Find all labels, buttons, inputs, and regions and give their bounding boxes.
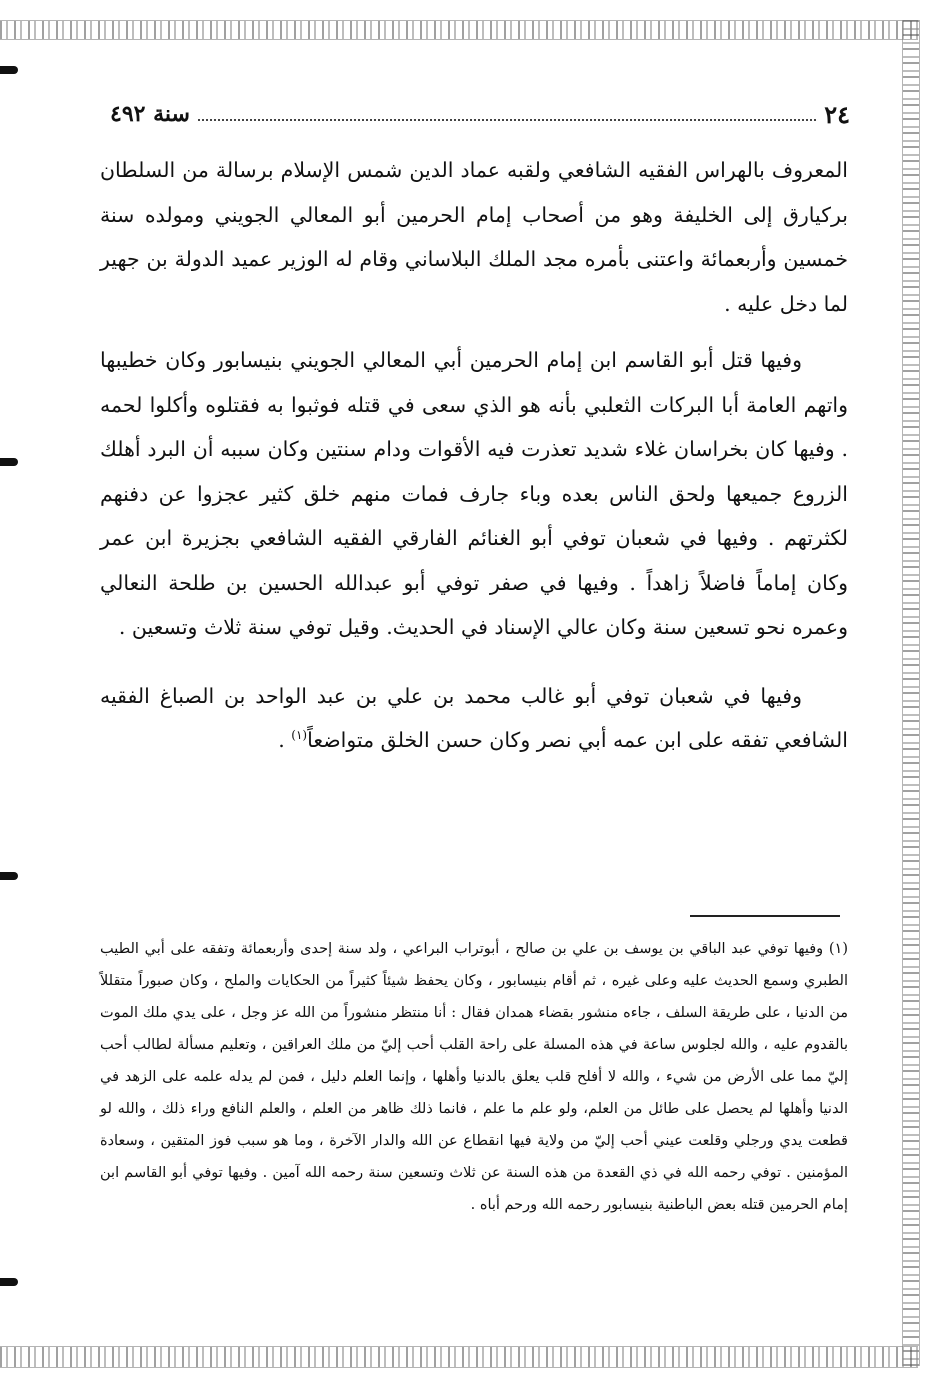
paragraph: وفيها قتل أبو القاسم ابن إمام الحرمين أبي المعالي الجويني بنيسابور وكان خطيبها واتهم العامة أبا البركات الثعلبي بأنه هو الذي سعى في قتله فوثبوا به فقتلوه وأكلوا لحمه . وفيها كان بخراسان غلاء شديد تعذرت فيه الأقوات ودام سنتين وكان سببه أن البرد أهلك الزروع جميعها ولحق الناس بعده وباء جارف فمات منهم خلق كثير عجزوا عن دفنهم لكثرتهم . وفيها في شعبان توفي أبو الغنائم الفارقي الفقيه الشافعي بجزيرة ابن عمر وكان إماماً فاضلاً زاهداً . وفيها في صفر توفي أبو عبدالله الحسين بن طلحة النعالي وعمره نحو تسعين سنة وكان عالي الإسناد في الحديث. وقيل توفي سنة ثلاث وتسعين . [100,348,848,639]
paragraph-text: وفيها في شعبان توفي أبو غالب محمد بن علي بن عبد الواحد بن الصباغ الفقيه الشافعي تفقه على ابن عمه أبي نصر وكان حسن الخلق متواضعاً [100,683,848,752]
right-ornamental-border [902,20,920,1366]
bottom-ornamental-border [0,1346,918,1368]
footnote-reference[interactable]: (١) [291,728,308,743]
binding-mark [0,66,18,74]
year-label: سنة ٤٩٢ [110,101,190,127]
footnotes [100,933,848,1221]
running-header [110,100,850,128]
footnote-text: (١) وفيها توفي عبد الباقي بن يوسف بن علي بن صالح ، أبوتراب البراعي ، ولد سنة إحدى وأربعمائة وتفقه على أبي الطيب الطبري وسمع الحديث عليه وعلى غيره ، ثم أقام بنيسابور ، وكان يحفظ شيئاً كثيراً من الحكايات والملح ، وكان صبوراً متقللاً من الدنيا ، على طريقة السلف ، جاءه منشور بقضاء همدان فقال : أنا منتظر منشوراً من الله عز وجل ، على يدي ملك الموت بالقدوم عليه ، والله لجلوس ساعة في هذه المسلة على راحة القلب أحب إليّ من ملك العراقين ، وتعليم مسألة لطالب أحب إليّ مما على الأرض من شيء ، والله لا أفلح قلب يعلق بالدنيا وأهلها ، وإنما العلم دليل ، فمن لم يدله علمه على الزهد في الدنيا وأهلها لم يحصل على طائل من العلم، ولو علم ما علم ، فانما ذلك ظاهر من العلم ، والعلم النافع وراء ذلك ، والله لو قطعت يدي ورجلي وقلعت عيني أحب إليّ من ولاية فيها انقطاع عن الله والدار الآخرة ، وما هو سبب فوز المتقين ، وسعادة المؤمنين . توفي رحمه الله في ذي القعدة من هذه السنة عن ثلاث وتسعين سنة رحمه الله آمين . وفيها توفي أبو القاسم ابن إمام الحرمين قتله بعض الباطنية بنيسابور رحمه الله ورحم أباه . [100,941,848,1213]
page-number: ٢٤ [824,99,850,129]
dotted-leader [198,119,816,121]
footnote-separator [690,915,840,917]
binding-mark [0,458,18,466]
top-ornamental-border [0,20,918,40]
paragraph: المعروف بالهراس الفقيه الشافعي ولقبه عماد الدين شمس الإسلام برسالة من السلطان بركيارق إلى الخليفة وهو من أصحاب إمام الحرمين أبو المعالي الجويني ومولده سنة خمسين وأربعمائة واعتنى بأمره مجد الملك البلاساني وقام له الوزير عميد الدولة بن جهير لما دخل عليه . [100,158,848,316]
binding-mark [0,1278,18,1286]
paragraph-end: . [278,728,292,752]
paragraph [100,674,848,763]
main-text [100,148,848,763]
binding-mark [0,872,18,880]
